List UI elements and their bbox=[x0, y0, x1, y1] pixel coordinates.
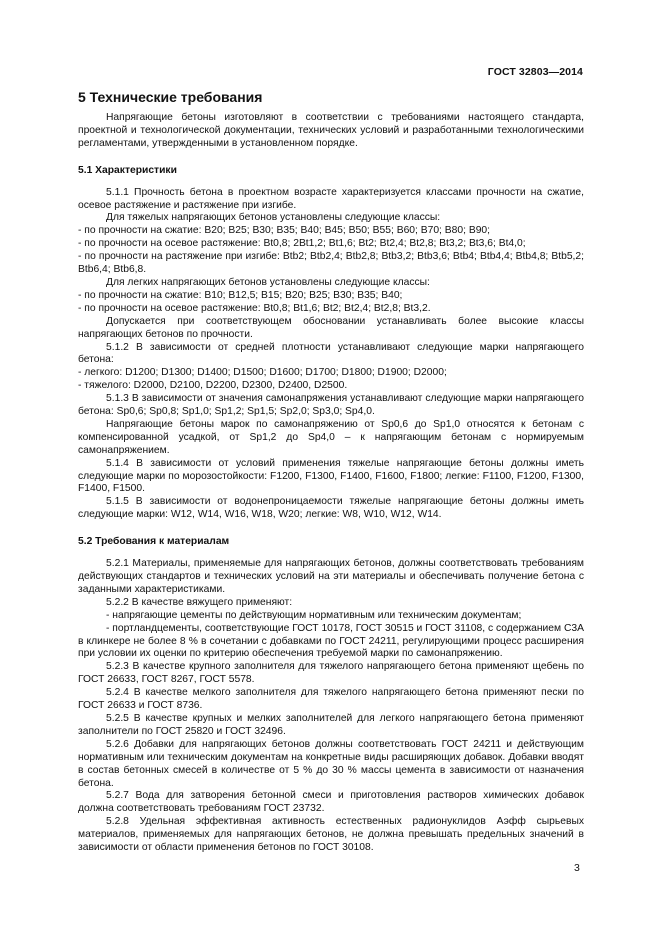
paragraph: Напрягающие бетоны марок по самонапряжению от Sp0,6 до Sp1,0 относятся к бетонам с компенсированной усадкой, от Sp1,2 до Sp4,0 – к напрягающим бетонам с нормируемым самонапряжением. bbox=[78, 418, 584, 456]
paragraph: 5.1.5 В зависимости от водонепроницаемости тяжелые напрягающие бетоны должны иметь следующие марки: W12, W14, W16, W18, W20; легкие: W8, W10, W12, W14. bbox=[78, 496, 584, 521]
paragraph: 5.1.2 В зависимости от средней плотности устанавливают следующие марки напрягающего бетона: bbox=[78, 341, 584, 366]
list-item: - портландцементы, соответствующие ГОСТ 10178, ГОСТ 30515 и ГОСТ 31108, с содержанием C3A в клинкере не более 8 % в сочетании с добавками по ГОСТ 24211, регулирующими процесс расширения при условии их оценки по критерию обеспечения требуемой марки по самонапряжению. bbox=[78, 622, 584, 660]
list-item: - тяжелого: D2000, D2100, D2200, D2300, D2400, D2500. bbox=[78, 380, 348, 392]
subsection-title-materials: 5.2 Требования к материалам bbox=[78, 536, 230, 548]
paragraph: 5.1.3 В зависимости от значения самонапряжения устанавливают следующие марки напрягающего бетона: Sp0,6; Sp0,8; Sp1,0; Sp1,2; Sp1,5; Sp2,0; Sp3,0; Sp4,0. bbox=[78, 393, 584, 418]
document-id-header: ГОСТ 32803—2014 bbox=[487, 66, 583, 78]
paragraph: 5.2.6 Добавки для напрягающих бетонов должны соответствовать ГОСТ 24211 и действующим нормативным или техническим документам на конкретные виды расширяющих добавок. Добавки вводят в состав бетонных смесей в количестве от 5 % до 30 % массы цемента в зависимости от назначения бетона. bbox=[78, 738, 584, 789]
list-item: - по прочности на осевое растяжение: Bt0,8; Bt1,6; Bt2; Bt2,4; Bt2,8; Bt3,2. bbox=[78, 302, 431, 314]
list-item: - напрягающие цементы по действующим нормативным или техническим документам; bbox=[106, 609, 522, 621]
paragraph: 5.1.1 Прочность бетона в проектном возрасте характеризуется классами прочности на сжатие, осевое растяжение и растяжение при изгибе. bbox=[78, 186, 584, 211]
paragraph: 5.2.1 Материалы, применяемые для напрягающих бетонов, должны соответствовать требованиям действующих стандартов и технических условий на эти материалы и обеспечивать получение бетона с заданными характеристиками. bbox=[78, 558, 584, 595]
paragraph: 5.2.4 В качестве мелкого заполнителя для тяжелого напрягающего бетона применяют пески по ГОСТ 26633 и ГОСТ 8736. bbox=[78, 687, 584, 712]
paragraph: 5.2.5 В качестве крупных и мелких заполнителей для легкого напрягающего бетона применяют заполнители по ГОСТ 25820 и ГОСТ 32496. bbox=[78, 712, 584, 737]
page-number: 3 bbox=[574, 862, 580, 874]
paragraph: 5.2.2 В качестве вяжущего применяют: bbox=[106, 596, 293, 608]
section-title: 5 Технические требования bbox=[78, 89, 263, 105]
page-content bbox=[78, 89, 584, 855]
list-item: - легкого: D1200; D1300; D1400; D1500; D1600; D1700; D1800; D1900; D2000; bbox=[78, 367, 447, 379]
subsection-title-characteristics: 5.1 Характеристики bbox=[78, 164, 177, 176]
list-item: - по прочности на сжатие: B10; B12,5; B15; B20; B25; B30; B35; B40; bbox=[78, 289, 403, 301]
paragraph: Для тяжелых напрягающих бетонов установлены следующие классы: bbox=[106, 212, 441, 224]
list-item: - по прочности на сжатие: B20; B25; B30; B35; B40; B45; B50; B55; B60; B70; B80; B90; bbox=[78, 225, 491, 237]
list-item: - по прочности на растяжение при изгибе: Btb2; Btb2,4; Btb2,8; Btb3,2; Btb3,6; Btb4; Btb4,4; Btb4,8; Btb5,2; Btb6,4; Btb6,8. bbox=[78, 251, 584, 276]
paragraph: 5.2.7 Вода для затворения бетонной смеси и приготовления растворов химических добавок должна соответствовать требованиям ГОСТ 23732. bbox=[78, 790, 584, 815]
paragraph: 5.2.8 Удельная эффективная активность естественных радионуклидов Аэфф сырьевых материалов, применяемых для напрягающих бетонов, не должна превышать предельных значений в зависимости от области применения бетонов по ГОСТ 30108. bbox=[78, 816, 584, 854]
section-intro: Напрягающие бетоны изготовляют в соответствии с требованиями настоящего стандарта, проектной и технологической документации, технических условий и разработанными технологическими регламентами, утвержденными в установленном порядке. bbox=[78, 112, 584, 149]
list-item: - по прочности на осевое растяжение: Bt0,8; 2Bt1,2; Bt1,6; Bt2; Bt2,4; Bt2,8; Bt3,2; Bt3,6; Bt4,0; bbox=[78, 238, 526, 250]
paragraph: Допускается при соответствующем обосновании устанавливать более высокие классы напрягающих бетонов по прочности. bbox=[78, 315, 584, 340]
paragraph: 5.2.3 В качестве крупного заполнителя для тяжелого напрягающего бетона применяют щебень по ГОСТ 26633, ГОСТ 8267, ГОСТ 5578. bbox=[78, 661, 584, 686]
paragraph: Для легких напрягающих бетонов установлены следующие классы: bbox=[106, 276, 430, 288]
paragraph: 5.1.4 В зависимости от условий применения тяжелые напрягающие бетоны должны иметь следующие марки по морозостойкости: F1200, F1300, F1400, F1600, F1800; легкие: F1100, F1200, F1300, F1400, F1500. bbox=[78, 457, 584, 495]
